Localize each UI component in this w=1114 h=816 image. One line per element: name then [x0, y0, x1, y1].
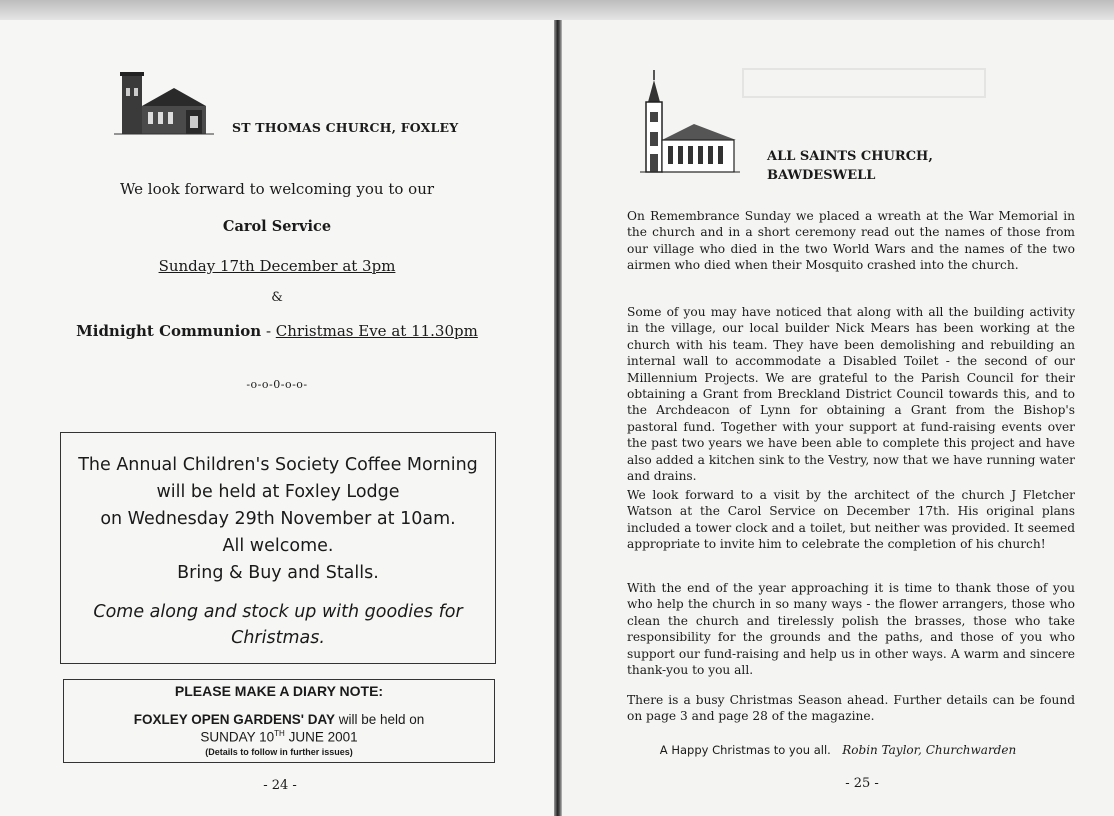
paragraph: There is a busy Christmas Season ahead. Further details can be found on page 3 and page 28 of the magazine.: [627, 693, 1075, 724]
diary-event-rest: will be held on: [334, 712, 425, 727]
carol-service-heading: Carol Service: [222, 218, 332, 235]
midnight-communion-label: Midnight Communion: [76, 322, 262, 340]
church-title: [767, 147, 933, 185]
bleed-through-ghost: [702, 60, 1032, 150]
diary-heading: PLEASE MAKE A DIARY NOTE:: [174, 683, 384, 699]
coffee-line: The Annual Children's Society Coffee Morning: [78, 455, 478, 475]
section-separator: -o-o-0-o-o-: [246, 378, 308, 391]
page-number: - 25 -: [845, 776, 879, 791]
diary-date-post: JUNE 2001: [284, 729, 358, 745]
midnight-communion-line: [0, 322, 554, 340]
diary-date-pre: SUNDAY 10: [200, 729, 275, 745]
carol-date-text: Sunday 17th December at 3pm: [158, 257, 396, 275]
paragraph: Some of you may have noticed that along with all the building activity in the village, our local builder Nick Mears has been working at the church with his team. They have been demolishing and rebuilding an internal wall to accommodate a Disabled Toilet - the second of our Millennium Projects. We are grateful to the Parish Council for their obtaining a Grant from Breckland District Council towards this, and to the Archdeacon of Lynn for obtaining a Grant from the Bishop's pastoral fund. Together with your support at fund-raising events over the past two years we have been able to complete this project and have also added a kitchen sink to the Vestry, now that we have running water and drains.: [627, 305, 1075, 484]
paragraph: With the end of the year approaching it is time to thank those of you who help the church in so many ways - the flower arrangers, those who clean the church and tirelessly polish the brasses, those who take responsibility for the grounds and the paths, and those of you who support our fund-raising and help us in other ways. A warm and sincere thank-you to you all.: [627, 581, 1075, 678]
coffee-line: All welcome.: [222, 536, 334, 556]
diary-date-sup: TH: [274, 729, 285, 738]
paragraph: On Remembrance Sunday we placed a wreath at the War Memorial in the church and in a short ceremony read out the names of those from our village who died in the two World Wars and the names of the two airmen who died when their Mosquito crashed into the church.: [627, 209, 1075, 273]
ampersand: &: [271, 290, 283, 305]
scan-top-edge: [0, 0, 1114, 22]
book-gutter: [554, 20, 562, 816]
diary-note-box: [63, 679, 495, 763]
coffee-italic-line: Come along and stock up with goodies for: [93, 602, 463, 622]
coffee-morning-box: [60, 432, 496, 664]
paragraph: We look forward to a visit by the architect of the church J Fletcher Watson at the Carol Service on December 17th. His original plans included a tower clock and a toilet, but neither was provided. It seemed appropriate to invite him to celebrate the completion of his church!: [627, 488, 1075, 552]
carol-service-date: [0, 257, 554, 275]
dash: -: [261, 322, 276, 340]
coffee-line: Bring & Buy and Stalls.: [177, 563, 379, 583]
church-title-line: ALL SAINTS CHURCH,: [767, 149, 933, 164]
left-page: [0, 20, 554, 816]
christmas-greeting: A Happy Christmas to you all.: [659, 743, 831, 757]
church-icon: [114, 68, 214, 138]
coffee-italic-line: Christmas.: [231, 628, 325, 648]
church-title: ST THOMAS CHURCH, FOXLEY: [232, 120, 459, 135]
welcome-text: We look forward to welcoming you to our: [119, 180, 435, 198]
diary-event-name: FOXLEY OPEN GARDENS' DAY: [133, 712, 335, 727]
diary-date: [64, 729, 494, 745]
right-page: [562, 20, 1114, 816]
church-title-line: BAWDESWELL: [767, 168, 876, 183]
coffee-line: on Wednesday 29th November at 10am.: [100, 509, 456, 529]
coffee-line: will be held at Foxley Lodge: [156, 482, 400, 502]
signature-line: [562, 743, 1114, 757]
diary-event: [64, 712, 494, 727]
church-icon: [640, 66, 740, 178]
signatory: Robin Taylor, Churchwarden: [842, 743, 1017, 757]
page-number: - 24 -: [263, 778, 297, 793]
midnight-communion-time: Christmas Eve at 11.30pm: [275, 322, 478, 340]
diary-small-print: (Details to follow in further issues): [205, 747, 353, 757]
